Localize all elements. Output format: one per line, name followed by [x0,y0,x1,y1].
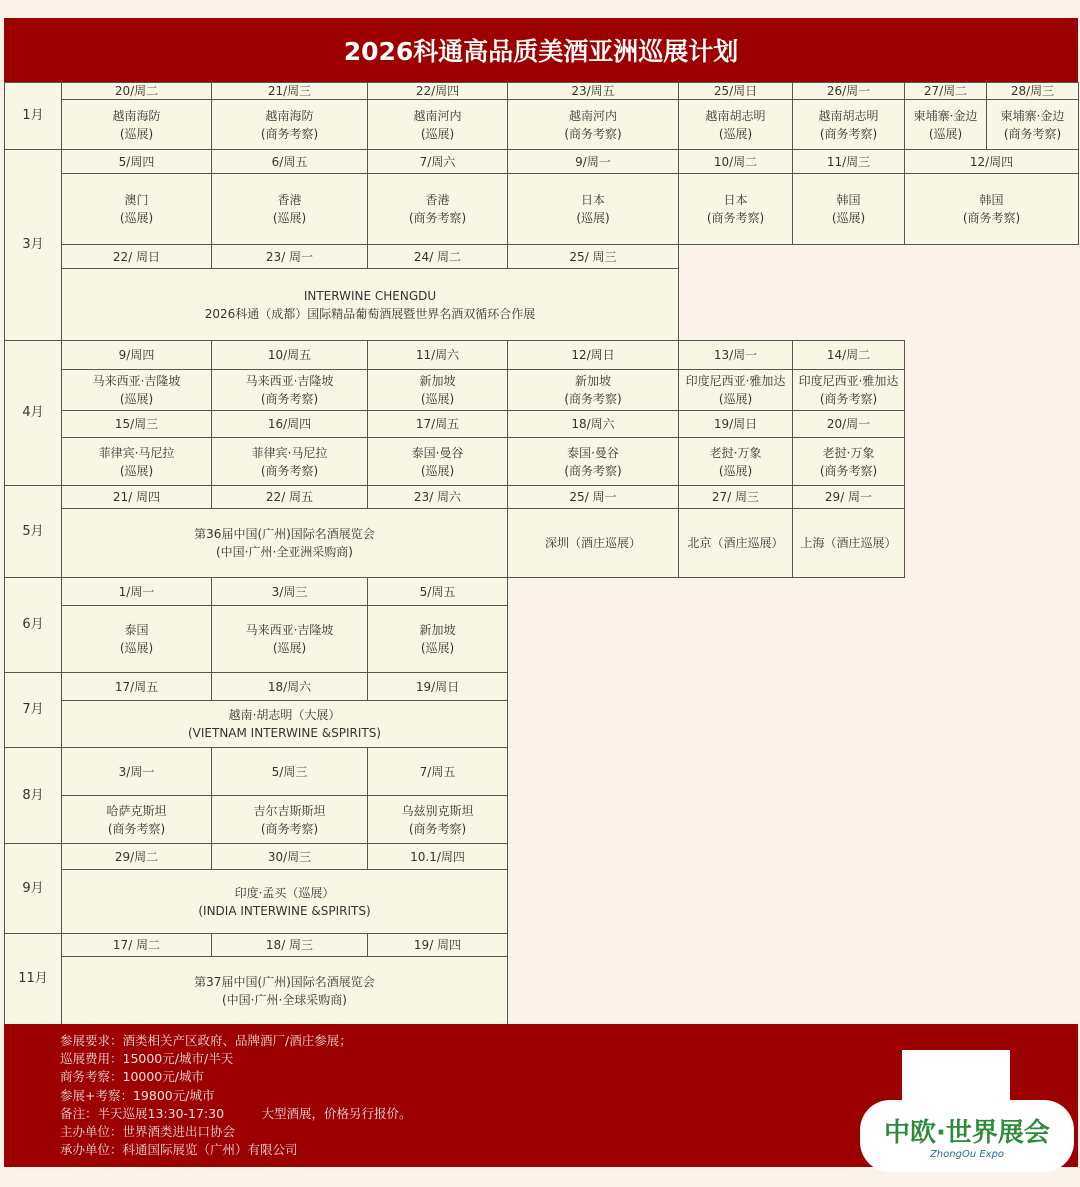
date-header [904,82,987,100]
event-location: 马来西亚·吉隆坡 [92,374,181,388]
event-location: 泰国 [124,623,149,637]
event-type: (商务考察) [408,211,467,225]
date-text: 10.1/周四 [410,849,465,864]
date-text: 26/周一 [826,84,871,98]
event-cell [61,605,212,673]
event-type: (商务考察) [564,392,622,406]
date-header [61,485,212,509]
month-text: 8月 [22,787,44,803]
event-location: 越南河内 [568,108,617,123]
date-header [678,340,793,370]
event-type: (巡展) [272,211,307,225]
event-cell [678,173,793,245]
event-cell [61,508,508,578]
event-type: (商务考察) [260,392,319,406]
month-text: 9月 [22,880,44,896]
event-type: (商务考察) [260,821,319,836]
date-text: 11/周六 [415,348,460,362]
month-label [4,577,62,673]
event-type: (巡展) [119,463,154,478]
date-header [367,933,508,957]
date-text: 19/周日 [713,417,758,431]
event-cell [211,605,368,673]
event-location: 柬埔寨·金边 [913,108,978,123]
date-text: 17/周五 [114,679,159,694]
date-text: 10/周二 [713,154,758,169]
event-type: (中国·广州·全球采购商) [222,992,347,1007]
month-text: 5月 [22,523,44,539]
event-location: 马来西亚·吉隆坡 [245,374,334,388]
date-header [61,410,212,438]
date-text: 23/ 周一 [265,249,314,264]
note-line: 承办单位：科通国际展览（广州）有限公司 [60,1142,298,1158]
event-cell [61,99,212,150]
date-text: 25/ 周三 [569,249,617,264]
date-text: 3/周一 [118,764,155,779]
event-cell [61,869,508,934]
event-cell [61,437,212,486]
date-text: 23/ 周六 [413,490,462,504]
event-location: 深圳（酒庄巡展） [544,536,641,550]
date-text: 25/周日 [713,84,758,98]
event-location: 越南·胡志明（大展） [228,708,341,722]
date-header [507,149,679,174]
event-type: (巡展) [272,641,307,655]
event-location: 马来西亚·吉隆坡 [245,623,334,637]
date-header [61,244,212,269]
date-header [61,82,212,100]
event-location: 越南河内 [413,108,462,123]
event-location: 日本 [723,193,748,207]
date-text: 20/周一 [826,417,871,431]
event-type: (巡展) [119,126,154,141]
event-cell [211,795,368,844]
event-cell [61,700,508,748]
note-line: 备注：半天巡展13:30-17:30 大型酒展，价格另行报价。 [60,1105,412,1121]
date-text: 21/ 周四 [112,490,161,504]
date-header [211,933,368,957]
event-location: 乌兹别克斯坦 [401,803,474,818]
date-header [211,82,368,100]
event-cell [61,795,212,844]
date-header [211,244,368,269]
event-cell [211,437,368,486]
event-type: (商务考察) [260,463,319,478]
date-header [507,485,679,509]
event-location: 新加坡 [574,374,611,388]
logo-text: 中欧·世界展会 [884,1118,1050,1148]
month-label [4,149,62,341]
event-type: (商务考察) [819,463,878,478]
event-type: (商务考察) [819,392,878,406]
date-header [367,843,508,870]
event-cell [792,437,905,486]
date-text: 28/周三 [1010,84,1055,98]
date-text: 18/周六 [267,679,312,694]
event-cell [211,369,368,411]
event-cell [61,173,212,245]
date-header [986,82,1079,100]
date-text: 12/周四 [969,154,1014,169]
event-type: (商务考察) [408,821,467,836]
event-type: (商务考察) [819,126,878,141]
month-label [4,340,62,486]
page-title: 2026科通高品质美酒亚洲巡展计划 [4,18,1078,82]
date-header [211,747,368,796]
event-cell [507,508,679,578]
month-label [4,485,62,578]
event-type: (商务考察) [706,211,765,225]
date-text: 27/ 周三 [711,490,760,504]
date-header [367,410,508,438]
event-cell [678,437,793,486]
event-location: 澳门 [124,193,149,207]
event-type: (巡展) [420,392,455,406]
note-line: 主办单位：世界酒类进出口协会 [60,1124,236,1140]
event-cell [367,369,508,411]
note-line: 参展+考察：19800元/城市 [60,1087,215,1103]
event-cell [507,437,679,486]
date-text: 22/ 周日 [112,249,161,264]
date-header [61,340,212,370]
date-header [792,485,905,509]
month-label [4,933,62,1025]
event-type: (INDIA INTERWINE &SPIRITS) [198,903,371,918]
event-type: (巡展) [420,641,455,655]
event-location: 柬埔寨·金边 [1000,108,1065,123]
date-header [211,340,368,370]
month-label [4,82,62,150]
event-type: (商务考察) [564,126,622,141]
date-text: 24/ 周二 [413,249,462,264]
date-header [61,149,212,174]
event-type: (巡展) [420,463,455,478]
event-cell [507,99,679,150]
event-type: (商务考察) [260,126,319,141]
date-header [904,149,1079,174]
date-text: 1/周一 [118,584,155,599]
date-header [61,577,212,606]
date-text: 5/周五 [419,584,456,599]
event-cell [792,173,905,245]
note-line: 参展要求：酒类相关产区政府、品牌酒厂/酒庄参展； [60,1033,352,1048]
date-header [792,410,905,438]
event-cell [211,173,368,245]
date-text: 27/周二 [923,84,968,98]
event-type: (巡展) [928,126,963,141]
date-header [211,577,368,606]
event-cell [367,173,508,245]
date-text: 17/周五 [415,417,460,431]
date-text: 29/ 周一 [824,490,873,504]
date-header [367,244,508,269]
event-type: (巡展) [420,126,455,141]
event-location: 越南胡志明 [705,108,766,123]
date-text: 9/周四 [118,348,155,362]
date-header [211,410,368,438]
event-cell [792,99,905,150]
date-header [678,149,793,174]
event-cell [367,795,508,844]
event-type: (VIETNAM INTERWINE &SPIRITS) [187,726,381,740]
event-type: (中国·广州·全亚洲采购商) [216,545,353,559]
event-location: 越南胡志明 [818,108,879,123]
event-type: (巡展) [119,641,154,655]
date-header [507,340,679,370]
event-type: (巡展) [718,126,753,141]
month-label [4,843,62,934]
event-location: 哈萨克斯坦 [106,803,167,818]
event-location: 越南海防 [112,108,161,123]
date-text: 10/周五 [267,348,312,362]
date-header [678,82,793,100]
date-text: 29/周二 [114,849,159,864]
date-text: 21/周三 [267,84,312,98]
date-header [211,672,368,701]
event-type: (巡展) [831,211,866,225]
date-header [211,843,368,870]
date-text: 30/周三 [267,849,312,864]
date-header [367,672,508,701]
date-header [678,485,793,509]
date-text: 16/周四 [267,417,312,431]
date-text: 9/周一 [575,154,611,169]
event-cell [507,173,679,245]
date-text: 18/周六 [571,417,615,431]
date-text: 19/ 周四 [413,938,462,952]
event-location: 韩国 [836,193,861,207]
date-text: 17/ 周二 [112,938,161,952]
event-location: 上海（酒庄巡展） [800,536,897,550]
event-location: 老挝·万象 [709,445,762,460]
event-location: 印度尼西亚·雅加达 [798,374,899,388]
event-location: 北京（酒庄巡展） [687,536,784,550]
month-text: 1月 [22,108,44,123]
date-text: 12/周日 [571,348,615,362]
event-cell [367,605,508,673]
date-header [367,485,508,509]
event-type: 2026科通（成都）国际精品葡萄酒展暨世界名酒双循环合作展 [204,306,536,321]
event-location: 越南海防 [265,108,314,123]
date-header [507,410,679,438]
event-cell [986,99,1079,150]
event-location: 第36届中国(广州)国际名酒展览会 [194,527,375,541]
date-text: 5/周三 [271,764,308,779]
date-header [367,747,508,796]
date-text: 3/周三 [271,584,308,599]
event-location: 印度尼西亚·雅加达 [685,374,786,388]
date-header [61,672,212,701]
date-text: 14/周二 [826,348,871,362]
date-text: 19/周日 [415,679,460,694]
date-header [678,410,793,438]
event-type: (巡展) [718,463,753,478]
date-header [792,149,905,174]
date-header [61,843,212,870]
date-text: 6/周五 [271,154,308,169]
date-text: 7/周五 [419,764,456,779]
date-text: 25/ 周一 [569,490,617,504]
event-cell [211,99,368,150]
date-header [507,244,679,269]
event-location: 老挝·万象 [822,445,875,460]
event-type: (商务考察) [107,821,166,836]
event-cell [367,437,508,486]
event-cell [792,508,905,578]
month-text: 11月 [18,971,48,986]
event-type: (巡展) [119,211,154,225]
event-location: 韩国 [979,193,1004,207]
event-location: 新加坡 [419,623,456,637]
month-label [4,747,62,844]
event-cell [678,99,793,150]
date-text: 5/周四 [118,154,155,169]
date-header [792,82,905,100]
date-header [792,340,905,370]
event-cell [678,508,793,578]
date-text: 13/周一 [713,348,758,362]
event-location: 泰国·曼谷 [567,445,619,460]
event-location: 第37届中国(广州)国际名酒展览会 [194,974,375,989]
event-cell [61,369,212,411]
date-text: 22/ 周五 [265,490,314,504]
date-header [61,933,212,957]
note-line: 巡展费用：15000元/城市/半天 [60,1051,234,1067]
month-text: 7月 [22,702,44,717]
event-location: 日本 [580,193,605,207]
date-text: 23/周五 [571,84,615,98]
event-cell [507,369,679,411]
date-text: 11/周三 [826,154,871,169]
event-cell [367,99,508,150]
event-type: (巡展) [576,211,610,225]
event-location: 泰国·曼谷 [411,445,464,460]
event-location: 吉尔吉斯斯坦 [253,803,326,818]
month-text: 3月 [22,237,44,252]
event-cell [61,956,508,1025]
event-type: (巡展) [718,392,753,406]
event-type: (商务考察) [962,211,1021,225]
date-text: 15/周三 [114,417,159,431]
date-header [211,485,368,509]
event-cell [904,99,987,150]
date-text: 18/ 周三 [265,938,314,952]
event-cell [678,369,793,411]
date-header [61,747,212,796]
logo [860,1100,1074,1172]
event-location: 菲律宾·马尼拉 [98,445,175,460]
date-text: 22/周四 [415,84,460,98]
month-label [4,672,62,748]
date-header [367,340,508,370]
event-type: (商务考察) [1003,126,1062,141]
event-location: 新加坡 [419,374,456,388]
event-cell [61,268,679,341]
event-location: 香港 [425,193,450,207]
event-location: 印度·孟买（巡展） [234,885,335,900]
logo-subtext: ZhongOu Expo [929,1149,1005,1160]
event-location: 菲律宾·马尼拉 [251,445,328,460]
event-location: INTERWINE CHENGDU [303,288,437,303]
date-header [367,82,508,100]
event-type: (巡展) [119,392,154,406]
date-header [367,149,508,174]
event-type: (商务考察) [564,463,622,478]
note-line: 商务考察：10000元/城市 [60,1069,204,1085]
date-header [367,577,508,606]
date-text: 20/周二 [114,84,159,98]
event-cell [904,173,1079,245]
event-location: 香港 [277,193,302,207]
month-text: 4月 [22,405,44,420]
date-text: 7/周六 [419,154,456,169]
month-text: 6月 [22,617,44,632]
event-cell [792,369,905,411]
date-header [507,82,679,100]
date-header [211,149,368,174]
